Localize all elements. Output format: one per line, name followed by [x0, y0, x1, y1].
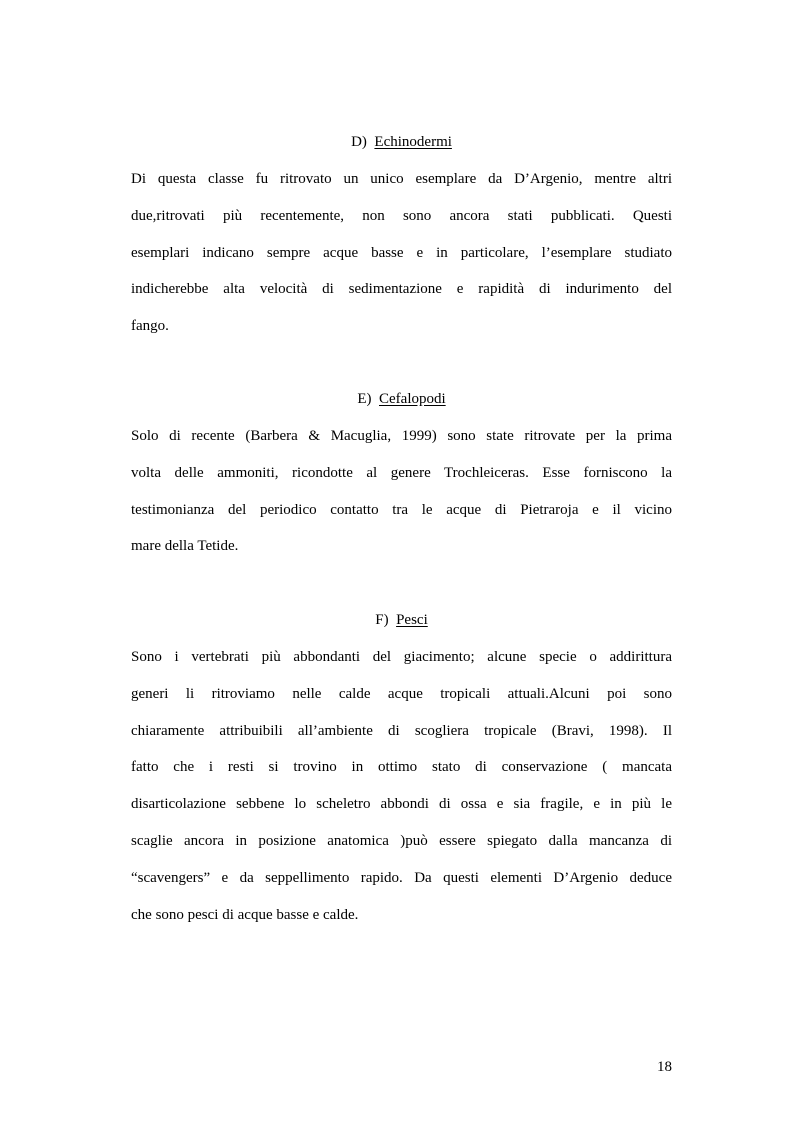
text-line: mare della Tetide. — [131, 538, 239, 555]
text-line: due,ritrovati più recentemente, non sono ancora stati pubblicati. Questi — [131, 207, 672, 224]
text-line: generi li ritroviamo nelle calde acque tropicali attuali.Alcuni poi sono — [131, 685, 672, 702]
text-line: volta delle ammoniti, ricondotte al genere Trochleiceras. Esse forniscono la — [131, 464, 672, 481]
section-heading-cefalopodi — [131, 389, 672, 409]
text-line: indicherebbe alta velocità di sedimentazione e rapidità di indurimento del — [131, 281, 672, 298]
section-letter: E) — [357, 391, 372, 407]
text-line: Di questa classe fu ritrovato un unico esemplare da D’Argenio, mentre altri — [131, 171, 672, 187]
text-line: scaglie ancora in posizione anatomica )può essere spiegato dalla mancanza di — [131, 832, 672, 849]
text-line: fango. — [131, 318, 169, 335]
paragraph-pesci — [131, 639, 672, 933]
text-line: che sono pesci di acque basse e calde. — [131, 906, 359, 923]
section-title: Echinodermi — [374, 134, 452, 150]
section-letter: F) — [375, 612, 389, 628]
text-line: testimonianza del periodico contatto tra le acque di Pietraroja e il vicino — [131, 501, 672, 518]
section-title: Cefalopodi — [379, 391, 446, 407]
text-line: “scavengers” e da seppellimento rapido. Da questi elementi D’Argenio deduce — [131, 869, 672, 886]
paragraph-cefalopodi — [131, 418, 672, 565]
section-letter: D) — [351, 134, 367, 150]
text-line: chiaramente attribuibili all’ambiente di scogliera tropicale (Bravi, 1998). Il — [131, 722, 672, 739]
page-number: 18 — [657, 1059, 672, 1075]
section-heading-echinodermi — [131, 132, 672, 152]
section-heading-pesci — [131, 610, 672, 630]
section-title: Pesci — [396, 612, 428, 628]
text-line: esemplari indicano sempre acque basse e in particolare, l’esemplare studiato — [131, 244, 672, 261]
paragraph-echinodermi — [131, 161, 672, 345]
text-line: fatto che i resti si trovino in ottimo stato di conservazione ( mancata — [131, 759, 672, 776]
text-line: Solo di recente (Barbera & Macuglia, 1999) sono state ritrovate per la prima — [131, 428, 672, 444]
text-line: disarticolazione sebbene lo scheletro abbondi di ossa e sia fragile, e in più le — [131, 796, 672, 813]
text-line: Sono i vertebrati più abbondanti del giacimento; alcune specie o addirittura — [131, 649, 672, 665]
